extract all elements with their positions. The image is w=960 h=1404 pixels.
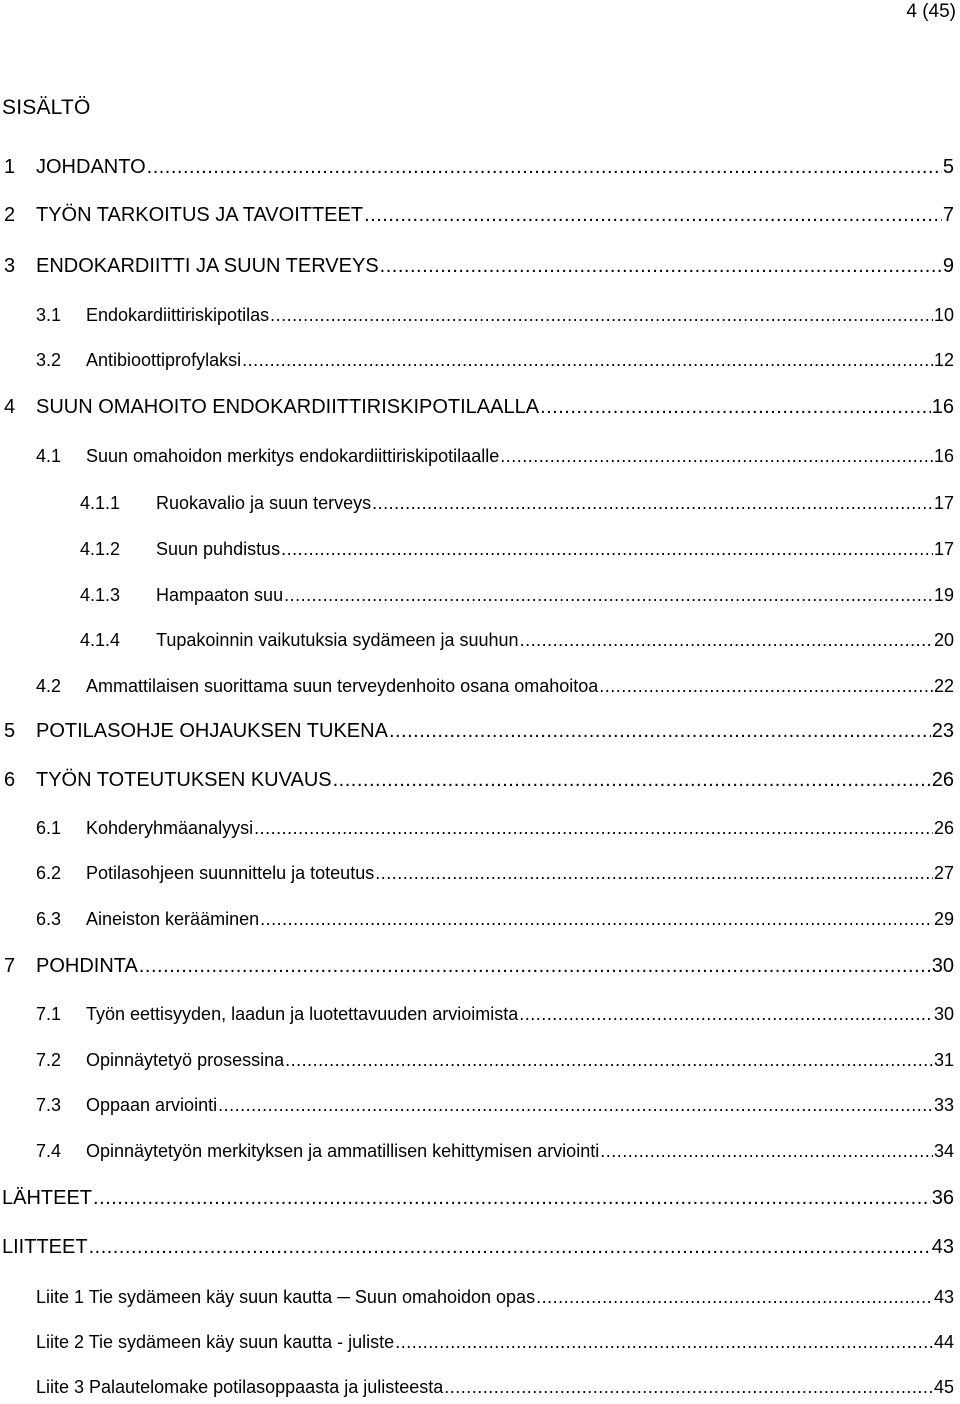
- toc-heading: SISÄLTÖ: [2, 96, 91, 119]
- dot-leader: [536, 1287, 933, 1308]
- toc-entry-page: 9: [942, 255, 954, 277]
- toc-entry-title: TYÖN TARKOITUS JA TAVOITTEET: [36, 204, 364, 226]
- toc-entry-title: Ruokavalio ja suun terveys: [156, 493, 372, 513]
- toc-entry-title: Työn eettisyyden, laadun ja luotettavuuden arvioimista: [86, 1004, 519, 1024]
- toc-entry-title: POTILASOHJE OHJAUKSEN TUKENA: [36, 720, 388, 742]
- dot-leader: [395, 1332, 933, 1353]
- toc-entry-title: POHDINTA: [36, 955, 138, 977]
- toc-entry-3[interactable]: [4, 255, 954, 283]
- toc-entry-2[interactable]: [4, 204, 954, 232]
- toc-entry-number: 6.1: [36, 818, 62, 838]
- dot-leader: [380, 255, 942, 278]
- toc-entry-number: 6.2: [36, 863, 62, 883]
- toc-entry-7-4[interactable]: [36, 1141, 954, 1167]
- toc-entry-number: 7.2: [36, 1050, 62, 1070]
- toc-entry-title: JOHDANTO: [36, 156, 146, 178]
- toc-entry-title: SUUN OMAHOITO ENDOKARDIITTIRISKIPOTILAALLA: [36, 396, 540, 418]
- dot-leader: [600, 1141, 933, 1162]
- toc-entry-title: Liite 2 Tie sydämeen käy suun kautta - juliste: [36, 1332, 395, 1352]
- dot-leader: [139, 955, 931, 978]
- dot-leader: [89, 1236, 931, 1259]
- toc-entry-page: 17: [933, 493, 954, 513]
- toc-entry-6[interactable]: [4, 769, 954, 797]
- toc-entry-number: 5: [4, 720, 16, 742]
- toc-entry-number: 7.4: [36, 1141, 62, 1161]
- toc-entry-title: Endokardiittiriskipotilas: [86, 305, 270, 325]
- toc-entry-number: 7.1: [36, 1004, 62, 1024]
- toc-entry-page: 44: [933, 1332, 954, 1352]
- toc-entry-number: 2: [4, 204, 16, 226]
- toc-entry-title: Tupakoinnin vaikutuksia sydämeen ja suuhun: [156, 630, 519, 650]
- toc-entry-title: ENDOKARDIITTI JA SUUN TERVEYS: [36, 255, 379, 277]
- toc-entry-page: 23: [931, 720, 954, 742]
- toc-entry-title: Suun omahoidon merkitys endokardiittiriskipotilaalle: [86, 446, 500, 466]
- toc-entry-liitteet[interactable]: [2, 1236, 954, 1264]
- toc-entry-title: Kohderyhmäanalyysi: [86, 818, 254, 838]
- toc-entry-3-2[interactable]: [36, 350, 954, 376]
- toc-entry-page: 20: [933, 630, 954, 650]
- toc-entry-page: 12: [933, 350, 954, 370]
- toc-entry-4-1[interactable]: [36, 446, 954, 472]
- toc-entry-6-3[interactable]: [36, 909, 954, 935]
- toc-entry-title: Liite 1 Tie sydämeen käy suun kautta ─ Suun omahoidon opas: [36, 1287, 536, 1307]
- toc-entry-1[interactable]: [4, 156, 954, 184]
- dot-leader: [218, 1095, 933, 1116]
- toc-entry-4[interactable]: [4, 396, 954, 424]
- toc-entry-number: 1: [4, 156, 16, 178]
- dot-leader: [254, 818, 933, 839]
- toc-entry-title: Oppaan arviointi: [86, 1095, 218, 1115]
- toc-entry-6-1[interactable]: [36, 818, 954, 844]
- toc-entry-number: 3.1: [36, 305, 62, 325]
- toc-entry-page: 26: [931, 769, 954, 791]
- toc-entry-title: Liite 3 Palautelomake potilasoppaasta ja julisteesta: [36, 1377, 444, 1397]
- dot-leader: [270, 305, 933, 326]
- dot-leader: [372, 493, 933, 514]
- toc-entry-liite-3[interactable]: [36, 1377, 954, 1403]
- toc-entry-liite-1[interactable]: [36, 1287, 954, 1313]
- toc-entry-4-1-1[interactable]: [80, 493, 954, 519]
- toc-entry-4-1-4[interactable]: [80, 630, 954, 656]
- toc-entry-4-1-3[interactable]: [80, 585, 954, 611]
- dot-leader: [519, 1004, 933, 1025]
- toc-entry-title: Hampaaton suu: [156, 585, 284, 605]
- toc-entry-title: Suun puhdistus: [156, 539, 281, 559]
- toc-entry-3-1[interactable]: [36, 305, 954, 331]
- toc-entry-number: 6.3: [36, 909, 62, 929]
- dot-leader: [260, 909, 933, 930]
- toc-entry-number: 6: [4, 769, 16, 791]
- dot-leader: [599, 676, 933, 697]
- toc-entry-number: 3.2: [36, 350, 62, 370]
- toc-entry-title: Ammattilaisen suorittama suun terveydenhoito osana omahoitoa: [86, 676, 599, 696]
- dot-leader: [500, 446, 933, 467]
- dot-leader: [242, 350, 933, 371]
- toc-entry-page: 26: [933, 818, 954, 838]
- dot-leader: [389, 720, 931, 743]
- toc-entry-page: 36: [931, 1187, 954, 1209]
- toc-entry-page: 16: [933, 446, 954, 466]
- dot-leader: [375, 863, 933, 884]
- toc-entry-number: 4.1.3: [80, 585, 121, 605]
- toc-entry-title: LIITTEET: [2, 1236, 88, 1258]
- toc-entry-5[interactable]: [4, 720, 954, 748]
- toc-entry-7[interactable]: [4, 955, 954, 983]
- toc-entry-page: 30: [933, 1004, 954, 1024]
- toc-entry-4-1-2[interactable]: [80, 539, 954, 565]
- toc-entry-title: LÄHTEET: [2, 1187, 93, 1209]
- dot-leader: [333, 769, 931, 792]
- toc-entry-page: 29: [933, 909, 954, 929]
- toc-entry-page: 31: [933, 1050, 954, 1070]
- toc-entry-number: 4: [4, 396, 16, 418]
- toc-entry-title: Antibioottiprofylaksi: [86, 350, 242, 370]
- toc-entry-page: 7: [942, 204, 954, 226]
- dot-leader: [285, 1050, 933, 1071]
- toc-entry-7-3[interactable]: [36, 1095, 954, 1121]
- toc-entry-7-2[interactable]: [36, 1050, 954, 1076]
- toc-entry-page: 17: [933, 539, 954, 559]
- toc-entry-title: TYÖN TOTEUTUKSEN KUVAUS: [36, 769, 332, 791]
- toc-entry-page: 34: [933, 1141, 954, 1161]
- page-number: 4 (45): [906, 1, 956, 22]
- toc-entry-page: 43: [933, 1287, 954, 1307]
- toc-entry-liite-2[interactable]: [36, 1332, 954, 1358]
- toc-entry-4-2[interactable]: [36, 676, 954, 702]
- dot-leader: [93, 1187, 931, 1210]
- toc-entry-title: Opinnäytetyön merkityksen ja ammatillisen kehittymisen arviointi: [86, 1141, 600, 1161]
- toc-entry-page: 10: [933, 305, 954, 325]
- toc-entry-6-2[interactable]: [36, 863, 954, 889]
- toc-entry-page: 22: [933, 676, 954, 696]
- toc-entry-page: 27: [933, 863, 954, 883]
- toc-entry-number: 3: [4, 255, 16, 277]
- toc-entry-title: Opinnäytetyö prosessina: [86, 1050, 285, 1070]
- toc-entry-title: Aineiston kerääminen: [86, 909, 260, 929]
- toc-entry-page: 45: [933, 1377, 954, 1397]
- toc-entry-number: 7.3: [36, 1095, 62, 1115]
- toc-entry-page: 33: [933, 1095, 954, 1115]
- toc-entry-7-1[interactable]: [36, 1004, 954, 1030]
- dot-leader: [444, 1377, 933, 1398]
- toc-entry-title: Potilasohjeen suunnittelu ja toteutus: [86, 863, 375, 883]
- toc-entry-page: 16: [931, 396, 954, 418]
- toc-entry-number: 4.1.2: [80, 539, 121, 559]
- dot-leader: [147, 156, 942, 179]
- toc-entry-page: 5: [942, 156, 954, 178]
- dot-leader: [540, 396, 931, 419]
- toc-entry-page: 19: [933, 585, 954, 605]
- toc-entry-number: 7: [4, 955, 16, 977]
- toc-entry-page: 43: [931, 1236, 954, 1258]
- dot-leader: [520, 630, 933, 651]
- toc-entry-number: 4.1.4: [80, 630, 121, 650]
- dot-leader: [364, 204, 942, 227]
- toc-entry-number: 4.1.1: [80, 493, 121, 513]
- toc-entry-number: 4.1: [36, 446, 62, 466]
- toc-entry-page: 30: [931, 955, 954, 977]
- dot-leader: [284, 585, 933, 606]
- toc-entry-lahteet[interactable]: [2, 1187, 954, 1215]
- toc-entry-number: 4.2: [36, 676, 62, 696]
- dot-leader: [281, 539, 933, 560]
